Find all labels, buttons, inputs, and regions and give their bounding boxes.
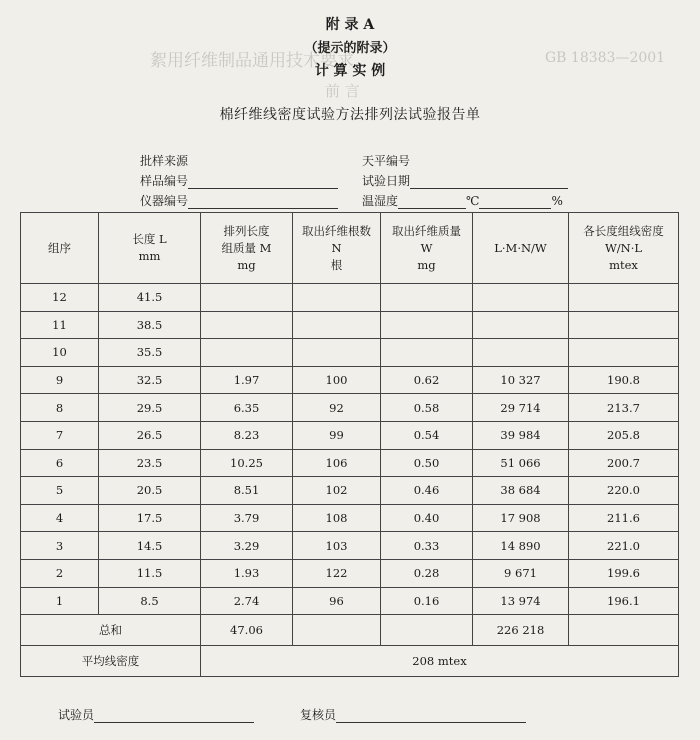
table-row bbox=[21, 559, 679, 587]
lmnw-cell: 29 714 bbox=[473, 394, 569, 422]
lmnw-cell bbox=[473, 339, 569, 367]
group-no-cell: 3 bbox=[21, 532, 99, 560]
group-no-cell: 6 bbox=[21, 449, 99, 477]
col-header-mass: 排列长度 组质量 M mg bbox=[201, 213, 293, 284]
sample-no-label: 样品编号 bbox=[140, 174, 189, 188]
group-no-cell: 9 bbox=[21, 366, 99, 394]
fiber-mass-cell: 0.33 bbox=[381, 532, 473, 560]
lmnw-cell: 39 984 bbox=[473, 421, 569, 449]
ghost-standard-no: GB 18383—2001 bbox=[545, 50, 666, 66]
test-date-label: 试验日期 bbox=[362, 174, 411, 188]
tester-blank bbox=[94, 710, 254, 723]
fiber-count-cell: 96 bbox=[293, 587, 381, 615]
fiber-mass-cell: 0.58 bbox=[381, 394, 473, 422]
fiber-mass-cell bbox=[381, 284, 473, 312]
lmnw-cell: 13 974 bbox=[473, 587, 569, 615]
instrument-no-label: 仪器编号 bbox=[140, 194, 189, 208]
fiber-count-cell: 92 bbox=[293, 394, 381, 422]
density-cell: 221.0 bbox=[569, 532, 679, 560]
reviewer-blank bbox=[336, 710, 526, 723]
temp-blank bbox=[398, 196, 466, 209]
table-row bbox=[21, 449, 679, 477]
lmnw-cell: 14 890 bbox=[473, 532, 569, 560]
fiber-count-cell: 106 bbox=[293, 449, 381, 477]
example-title: 计 算 实 例 bbox=[314, 63, 386, 79]
fiber-count-cell bbox=[293, 284, 381, 312]
lmnw-cell: 51 066 bbox=[473, 449, 569, 477]
sample-no-blank bbox=[188, 176, 338, 189]
density-cell: 220.0 bbox=[569, 477, 679, 505]
report-table bbox=[20, 212, 679, 677]
total-label: 总和 bbox=[21, 615, 201, 646]
col-header-group: 组序 bbox=[21, 213, 99, 284]
density-cell: 213.7 bbox=[569, 394, 679, 422]
batch-source-field bbox=[140, 152, 188, 169]
lmnw-cell: 10 327 bbox=[473, 366, 569, 394]
fiber-mass-cell: 0.16 bbox=[381, 587, 473, 615]
fiber-count-cell bbox=[293, 311, 381, 339]
table-row bbox=[21, 532, 679, 560]
average-label: 平均线密度 bbox=[21, 646, 201, 677]
col-header-length: 长度 L mm bbox=[99, 213, 201, 284]
ghost-preface: 前 言 bbox=[325, 82, 360, 100]
group-no-cell: 2 bbox=[21, 559, 99, 587]
sample-no-field bbox=[140, 172, 338, 189]
length-cell: 8.5 bbox=[99, 587, 201, 615]
table-row bbox=[21, 366, 679, 394]
table-row bbox=[21, 421, 679, 449]
instrument-no-blank bbox=[188, 196, 338, 209]
appendix-note: （提示的附录） bbox=[304, 41, 396, 56]
lmnw-cell: 9 671 bbox=[473, 559, 569, 587]
header-row bbox=[21, 213, 679, 284]
group-no-cell: 7 bbox=[21, 421, 99, 449]
group-no-cell: 1 bbox=[21, 587, 99, 615]
batch-source-label: 批样来源 bbox=[140, 154, 189, 168]
humidity-unit: % bbox=[551, 194, 563, 208]
fiber-mass-cell: 0.40 bbox=[381, 504, 473, 532]
table-body bbox=[21, 284, 679, 615]
mass-cell: 3.29 bbox=[201, 532, 293, 560]
table-row bbox=[21, 311, 679, 339]
mass-cell: 1.97 bbox=[201, 366, 293, 394]
test-date-blank bbox=[410, 176, 568, 189]
table-row bbox=[21, 477, 679, 505]
total-count-empty bbox=[293, 615, 381, 646]
total-row bbox=[21, 615, 679, 646]
mass-cell: 1.93 bbox=[201, 559, 293, 587]
length-cell: 35.5 bbox=[99, 339, 201, 367]
humidity-blank bbox=[479, 196, 551, 209]
table-row bbox=[21, 284, 679, 312]
total-mass: 47.06 bbox=[201, 615, 293, 646]
ghost-standard-name: 絮用纤维制品通用技术要求 bbox=[150, 51, 354, 71]
density-cell bbox=[569, 311, 679, 339]
group-no-cell: 10 bbox=[21, 339, 99, 367]
length-cell: 29.5 bbox=[99, 394, 201, 422]
density-cell: 190.8 bbox=[569, 366, 679, 394]
length-cell: 23.5 bbox=[99, 449, 201, 477]
fiber-count-cell: 108 bbox=[293, 504, 381, 532]
lmnw-cell bbox=[473, 284, 569, 312]
mass-cell: 8.23 bbox=[201, 421, 293, 449]
length-cell: 14.5 bbox=[99, 532, 201, 560]
lmnw-cell: 17 908 bbox=[473, 504, 569, 532]
group-no-cell: 11 bbox=[21, 311, 99, 339]
balance-no-label: 天平编号 bbox=[362, 154, 411, 168]
col-header-count: 取出纤维根数 N 根 bbox=[293, 213, 381, 284]
fiber-count-cell: 99 bbox=[293, 421, 381, 449]
fiber-mass-cell: 0.46 bbox=[381, 477, 473, 505]
group-no-cell: 12 bbox=[21, 284, 99, 312]
length-cell: 41.5 bbox=[99, 284, 201, 312]
reviewer-field bbox=[300, 706, 526, 723]
table-row bbox=[21, 504, 679, 532]
mass-cell: 3.79 bbox=[201, 504, 293, 532]
average-row bbox=[21, 646, 679, 677]
reviewer-label: 复核员 bbox=[300, 708, 337, 722]
mass-cell: 8.51 bbox=[201, 477, 293, 505]
group-no-cell: 5 bbox=[21, 477, 99, 505]
total-lmnw: 226 218 bbox=[473, 615, 569, 646]
fiber-count-cell: 102 bbox=[293, 477, 381, 505]
lmnw-cell bbox=[473, 311, 569, 339]
tester-label: 试验员 bbox=[58, 708, 95, 722]
average-value: 208 mtex bbox=[201, 646, 679, 677]
lmnw-cell: 38 684 bbox=[473, 477, 569, 505]
instrument-no-field bbox=[140, 192, 338, 209]
fiber-mass-cell: 0.54 bbox=[381, 421, 473, 449]
temp-humidity-label: 温湿度 bbox=[362, 194, 399, 208]
test-date-field bbox=[362, 172, 568, 189]
mass-cell: 6.35 bbox=[201, 394, 293, 422]
mass-cell bbox=[201, 311, 293, 339]
fiber-mass-cell: 0.62 bbox=[381, 366, 473, 394]
total-density-empty bbox=[569, 615, 679, 646]
density-cell bbox=[569, 339, 679, 367]
group-no-cell: 8 bbox=[21, 394, 99, 422]
fiber-mass-cell: 0.28 bbox=[381, 559, 473, 587]
density-cell bbox=[569, 284, 679, 312]
density-cell: 199.6 bbox=[569, 559, 679, 587]
mass-cell bbox=[201, 339, 293, 367]
fiber-count-cell: 100 bbox=[293, 366, 381, 394]
length-cell: 32.5 bbox=[99, 366, 201, 394]
group-no-cell: 4 bbox=[21, 504, 99, 532]
length-cell: 17.5 bbox=[99, 504, 201, 532]
fiber-mass-cell bbox=[381, 339, 473, 367]
balance-no-field bbox=[362, 152, 410, 169]
col-header-lmnw: L·M·N/W bbox=[473, 213, 569, 284]
length-cell: 26.5 bbox=[99, 421, 201, 449]
mass-cell: 2.74 bbox=[201, 587, 293, 615]
appendix-title: 附 录 A bbox=[325, 17, 375, 33]
length-cell: 38.5 bbox=[99, 311, 201, 339]
table-row bbox=[21, 339, 679, 367]
temp-unit: ℃ bbox=[466, 194, 480, 208]
fiber-count-cell: 103 bbox=[293, 532, 381, 560]
fiber-count-cell bbox=[293, 339, 381, 367]
density-cell: 211.6 bbox=[569, 504, 679, 532]
col-header-fiber-mass: 取出纤维质量 W mg bbox=[381, 213, 473, 284]
fiber-mass-cell: 0.50 bbox=[381, 449, 473, 477]
tester-field bbox=[58, 706, 254, 723]
density-cell: 200.7 bbox=[569, 449, 679, 477]
col-header-density: 各长度组线密度 W/N·L mtex bbox=[569, 213, 679, 284]
fiber-mass-cell bbox=[381, 311, 473, 339]
fiber-count-cell: 122 bbox=[293, 559, 381, 587]
density-cell: 205.8 bbox=[569, 421, 679, 449]
total-fiber-mass-empty bbox=[381, 615, 473, 646]
density-cell: 196.1 bbox=[569, 587, 679, 615]
table-row bbox=[21, 394, 679, 422]
mass-cell bbox=[201, 284, 293, 312]
report-title: 棉纤维线密度试验方法排列法试验报告单 bbox=[219, 107, 481, 123]
length-cell: 11.5 bbox=[99, 559, 201, 587]
length-cell: 20.5 bbox=[99, 477, 201, 505]
mass-cell: 10.25 bbox=[201, 449, 293, 477]
temp-humidity-field bbox=[362, 192, 563, 209]
table-row bbox=[21, 587, 679, 615]
